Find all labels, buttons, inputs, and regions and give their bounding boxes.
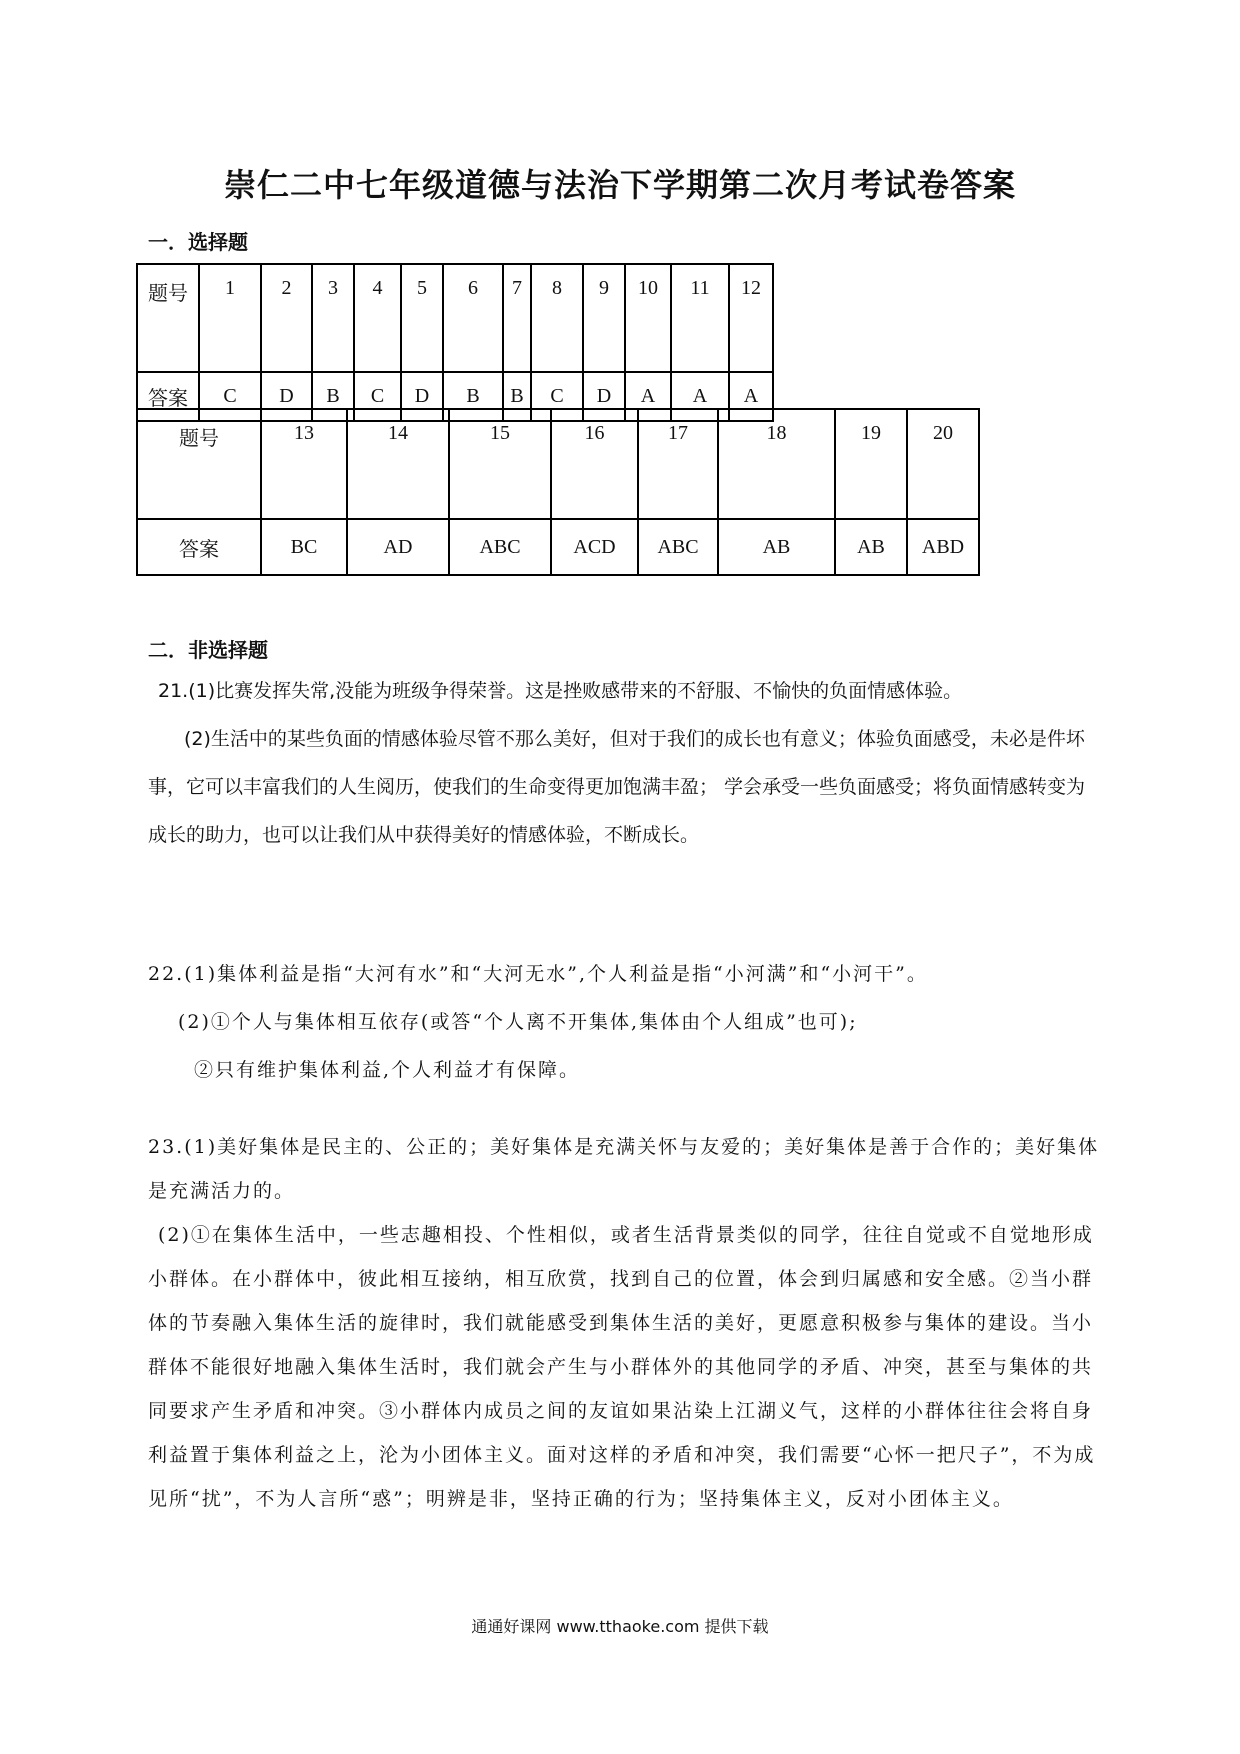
question-number-cell: 5 xyxy=(401,264,443,372)
answer-cell: ABC xyxy=(449,519,551,575)
answer-cell: D xyxy=(261,372,312,421)
question-number-cell: 16 xyxy=(551,409,638,519)
question-number-cell: 14 xyxy=(347,409,449,519)
answer-cell: A xyxy=(671,372,729,421)
answer-21-part-1: 21.(1)比赛发挥失常,没能为班级争得荣誉。这是挫败感带来的不舒服、不愉快的负面情感体验。 xyxy=(158,680,963,702)
question-number-cell: 12 xyxy=(729,264,773,372)
question-number-cell: 7 xyxy=(503,264,531,372)
answer-cell: D xyxy=(401,372,443,421)
question-number-cell: 10 xyxy=(625,264,671,372)
question-label-cell: 题号 xyxy=(137,264,199,372)
answer-cell: C xyxy=(354,372,401,421)
answer-cell: AB xyxy=(718,519,835,575)
question-number-cell: 17 xyxy=(638,409,718,519)
section-heading-multiple-choice: 一．选择题 xyxy=(148,230,248,254)
answer-cell: D xyxy=(583,372,625,421)
answer-21 xyxy=(148,667,1104,859)
answer-23-part-1: 23.(1)美好集体是民主的、公正的；美好集体是充满关怀与友爱的；美好集体是善于合作的；美好集体是充满活力的。 xyxy=(148,1136,1100,1202)
question-number-cell: 8 xyxy=(531,264,583,372)
answer-label-cell: 答案 xyxy=(137,519,261,575)
answer-cell: C xyxy=(199,372,261,421)
answer-cell: C xyxy=(531,372,583,421)
answer-22-part-2b: ②只有维护集体利益,个人利益才有保障。 xyxy=(194,1059,581,1081)
answer-cell: B xyxy=(443,372,503,421)
answer-cell: ABD xyxy=(907,519,979,575)
question-number-cell: 15 xyxy=(449,409,551,519)
question-number-cell: 13 xyxy=(261,409,347,519)
answer-23-part-2: (2)①在集体生活中，一些志趣相投、个性相似，或者生活背景类似的同学，往往自觉或不自觉地形成小群体。在小群体中，彼此相互接纳，相互欣赏，找到自己的位置，体会到归属感和安全感。②当小群体的节奏融入集体生活的旋律时，我们就能感受到集体生活的美好，更愿意积极参与集体的建设。当小群体不能很好地融入集体生活时，我们就会产生与小群体外的其他同学的矛盾、冲突，甚至与集体的共同要求产生矛盾和冲突。③小群体内成员之间的友谊如果沾染上江湖义气，这样的小群体往往会将自身利益置于集体利益之上，沦为小团体主义。面对这样的矛盾和冲突，我们需要“心怀一把尺子”，不为成见所“扰”，不为人言所“惑”；明辨是非，坚持正确的行为；坚持集体主义，反对小团体主义。 xyxy=(148,1224,1096,1510)
answer-cell: B xyxy=(312,372,354,421)
question-number-cell: 4 xyxy=(354,264,401,372)
answer-label-cell: 答案 xyxy=(137,372,199,421)
answer-cell: A xyxy=(729,372,773,421)
question-number-cell: 20 xyxy=(907,409,979,519)
question-number-row xyxy=(137,264,773,372)
question-number-cell: 1 xyxy=(199,264,261,372)
answer-cell: AD xyxy=(347,519,449,575)
answer-cell: AB xyxy=(835,519,907,575)
answer-table-1-12 xyxy=(136,263,774,422)
answer-22-part-2a: (2)①个人与集体相互依存(或答“个人离不开集体,集体由个人组成”也可); xyxy=(178,1011,858,1033)
answer-cell: A xyxy=(625,372,671,421)
question-number-cell: 18 xyxy=(718,409,835,519)
footer-source-note: 通通好课网 www.tthaoke.com 提供下载 xyxy=(471,1617,769,1636)
answer-cell: ABC xyxy=(638,519,718,575)
page-title: 崇仁二中七年级道德与法治下学期第二次月考试卷答案 xyxy=(223,166,1016,204)
answer-table-13-20 xyxy=(136,408,980,576)
question-number-cell: 11 xyxy=(671,264,729,372)
question-number-cell: 2 xyxy=(261,264,312,372)
question-number-cell: 3 xyxy=(312,264,354,372)
question-number-row xyxy=(137,409,979,519)
answer-row xyxy=(137,519,979,575)
answer-21-part-2: (2)生活中的某些负面的情感体验尽管不那么美好，但对于我们的成长也有意义；体验负面感受，未必是件坏事，它可以丰富我们的人生阅历，使我们的生命变得更加饱满丰盈； 学会承受一些负面感受；将负面情感转变为成长的助力，也可以让我们从中获得美好的情感体验，不断成长。 xyxy=(148,728,1086,846)
answer-23 xyxy=(148,1125,1104,1521)
answer-cell: ACD xyxy=(551,519,638,575)
question-number-cell: 6 xyxy=(443,264,503,372)
answer-22-part-1: 22.(1)集体利益是指“大河有水”和“大河无水”,个人利益是指“小河满”和“小河干”。 xyxy=(148,963,928,985)
section-heading-non-multiple-choice: 二．非选择题 xyxy=(148,638,268,662)
answer-cell: B xyxy=(503,372,531,421)
question-label-cell: 题号 xyxy=(137,409,261,519)
question-number-cell: 9 xyxy=(583,264,625,372)
question-number-cell: 19 xyxy=(835,409,907,519)
answer-cell: BC xyxy=(261,519,347,575)
answer-22 xyxy=(148,950,1104,1094)
